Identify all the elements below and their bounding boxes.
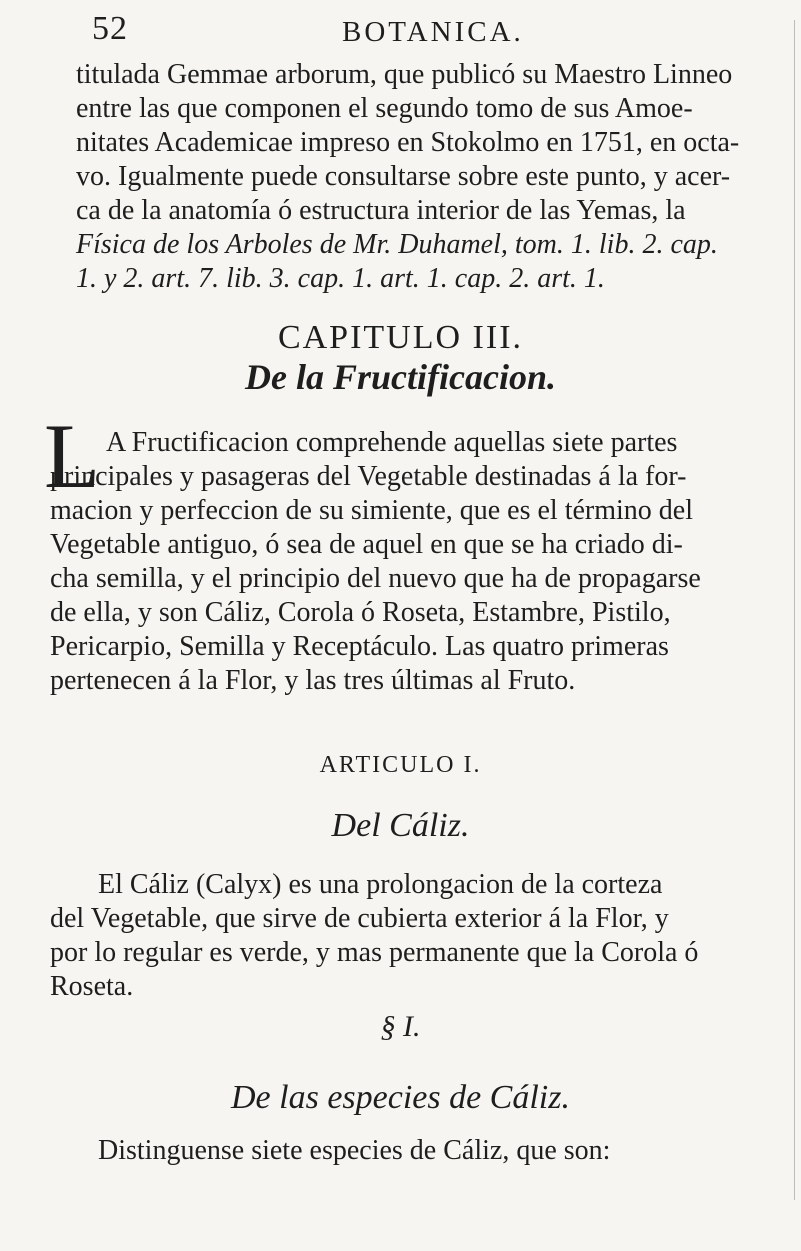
- text-line: titulada Gemmae arborum, que publicó su Maestro Linneo: [76, 59, 733, 90]
- section-title: De las especies de Cáliz.: [231, 1079, 570, 1116]
- text-line: Distinguense siete especies de Cáliz, que son:: [98, 1135, 611, 1166]
- text-line: El Cáliz (Calyx) es una prolongacion de la corteza: [98, 869, 663, 900]
- text-line: cha semilla, y el principio del nuevo que ha de propagarse: [50, 563, 701, 594]
- text-line: Roseta.: [50, 971, 134, 1002]
- text-line: pertenecen á la Flor, y las tres últimas al Fruto.: [50, 665, 576, 696]
- text-line: por lo regular es verde, y mas permanente que la Corola ó: [50, 937, 699, 968]
- article-label: ARTICULO I.: [319, 752, 482, 778]
- article-title: Del Cáliz.: [331, 807, 470, 844]
- text-line: macion y perfeccion de su simiente, que es el término del: [50, 495, 694, 526]
- text-line: Física de los Arboles de Mr. Duhamel, tom. 1. lib. 2. cap.: [76, 229, 718, 260]
- text-line: ca de la anatomía ó estructura interior de las Yemas, la: [76, 195, 686, 226]
- text-line: de ella, y son Cáliz, Corola ó Roseta, Estambre, Pistilo,: [50, 597, 671, 628]
- text-line: 1. y 2. art. 7. lib. 3. cap. 1. art. 1. cap. 2. art. 1.: [76, 263, 605, 294]
- text-line: entre las que componen el segundo tomo de sus Amoe-: [76, 93, 693, 124]
- text-line: Pericarpio, Semilla y Receptáculo. Las quatro primeras: [50, 631, 669, 662]
- running-head: [92, 10, 732, 56]
- running-title: BOTANICA.: [342, 16, 524, 48]
- chapter-title: CAPITULO III.: [277, 319, 524, 356]
- text-line: principales y pasageras del Vegetable destinadas á la for-: [50, 461, 687, 492]
- text-line: nitates Academicae impreso en Stokolmo en 1751, en octa-: [76, 127, 740, 158]
- section-sign: § I.: [380, 1010, 421, 1043]
- text-line: A Fructificacion comprehende aquellas siete partes: [106, 427, 678, 458]
- drop-cap: L: [44, 405, 101, 507]
- chapter-subtitle: De la Fructificacion.: [245, 357, 556, 397]
- text-line: vo. Igualmente puede consultarse sobre este punto, y acer-: [76, 161, 731, 192]
- text-line: Vegetable antiguo, ó sea de aquel en que se ha criado di-: [50, 529, 683, 560]
- page-number: 52: [92, 10, 128, 47]
- text-line: del Vegetable, que sirve de cubierta exterior á la Flor, y: [50, 903, 669, 934]
